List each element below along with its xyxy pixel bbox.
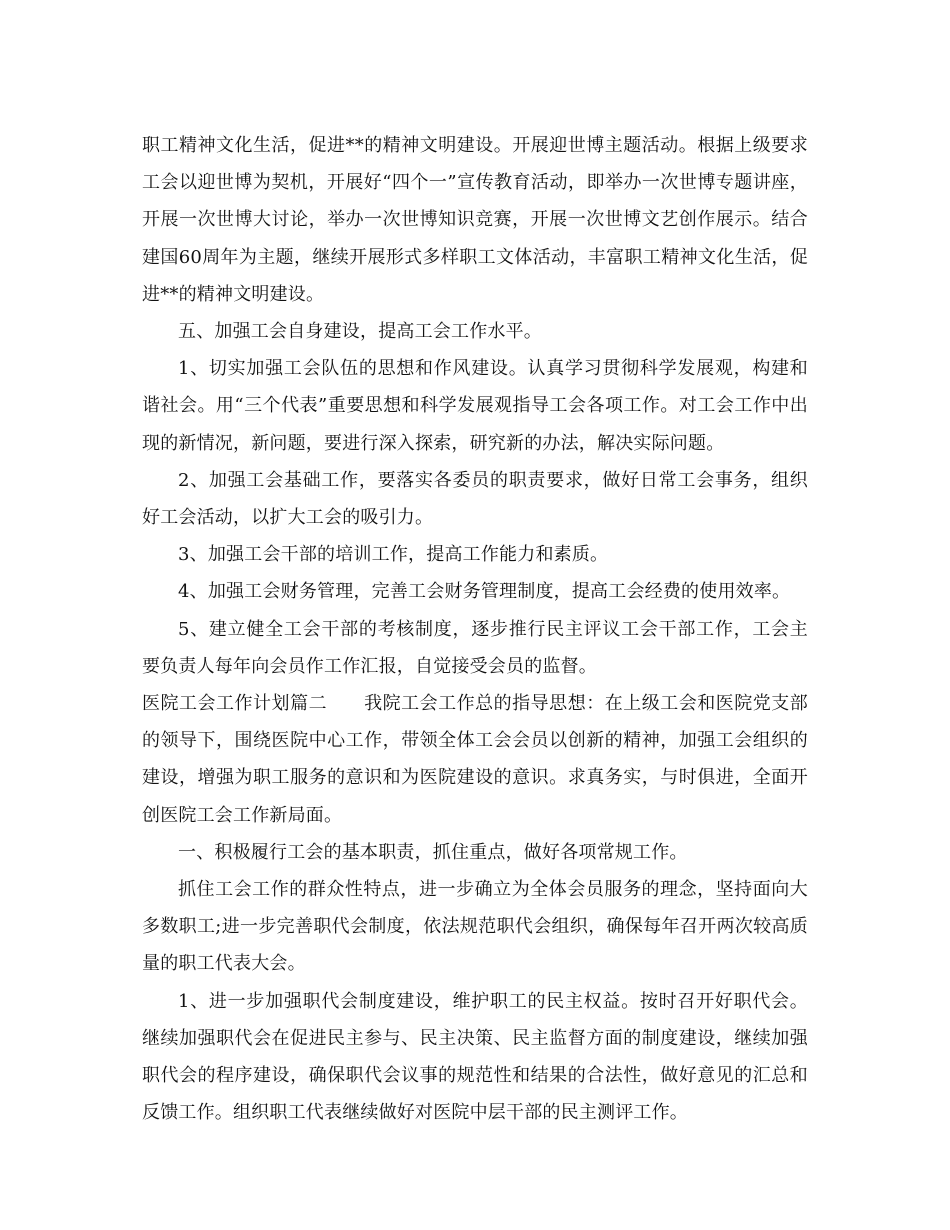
paragraph-item-5: 5、建立健全工会干部的考核制度，逐步推行民主评议工会干部工作，工会主要负责人每年向会员作工作汇报，自觉接受会员的监督。 (142, 618, 808, 677)
paragraph-congress-system: 1、进一步加强职代会制度建设，维护职工的民主权益。按时召开好职代会。继续加强职代会在促进民主参与、民主决策、民主监督方面的制度建设，继续加强职代会的程序建设，确保职代会议事的规范性和结果的合法性，做好意见的汇总和反馈工作。组织职工代表继续做好对医院中层干部的民主测评工作。 (142, 990, 808, 1124)
paragraph-item-3: 3、加强工会干部的培训工作，提高工作能力和素质。 (178, 544, 609, 566)
section-heading-five: 五、加强工会自身建设，提高工会工作水平。 (178, 321, 542, 343)
paragraph-item-4: 4、加强工会财务管理，完善工会财务管理制度，提高工会经费的使用效率。 (178, 581, 791, 603)
paragraph-mass-character: 抓住工会工作的群众性特点，进一步确立为全体会员服务的理念，坚持面向大多数职工;进一步完善职代会制度，依法规范职代会组织，确保每年召开两次较高质量的职工代表大会。 (142, 879, 808, 975)
paragraph-continuation: 职工精神文化生活，促进**的精神文明建设。开展迎世博主题活动。根据上级要求工会以迎世博为契机，开展好“四个一”宣传教育活动，即举办一次世博专题讲座，开展一次世博大讨论，举办一次世博知识竞赛，开展一次世博文艺创作展示。结合建国60周年为主题，继续开展形式多样职工文体活动，丰富职工精神文化生活，促进**的精神文明建设。 (142, 135, 808, 305)
paragraph-item-2: 2、加强工会基础工作，要落实各委员的职责要求，做好日常工会事务，组织好工会活动，以扩大工会的吸引力。 (142, 469, 808, 529)
paragraph-plan-two-intro: 医院工会工作计划篇二 我院工会工作总的指导思想：在上级工会和医院党支部的领导下，围绕医院中心工作，带领全体工会会员以创新的精神，加强工会组织的建设，增强为职工服务的意识和为医院建设的意识。求真务实，与时俱进，全面开创医院工会工作新局面。 (142, 693, 808, 826)
paragraph-item-1: 1、切实加强工会队伍的思想和作风建设。认真学习贯彻科学发展观，构建和谐社会。用“三个代表”重要思想和科学发展观指导工会各项工作。对工会工作中出现的新情况，新问题，要进行深入探索，研究新的办法，解决实际问题。 (142, 358, 808, 454)
section-heading-one: 一、积极履行工会的基本职责，抓住重点，做好各项常规工作。 (178, 841, 688, 863)
document-body (142, 127, 808, 1131)
